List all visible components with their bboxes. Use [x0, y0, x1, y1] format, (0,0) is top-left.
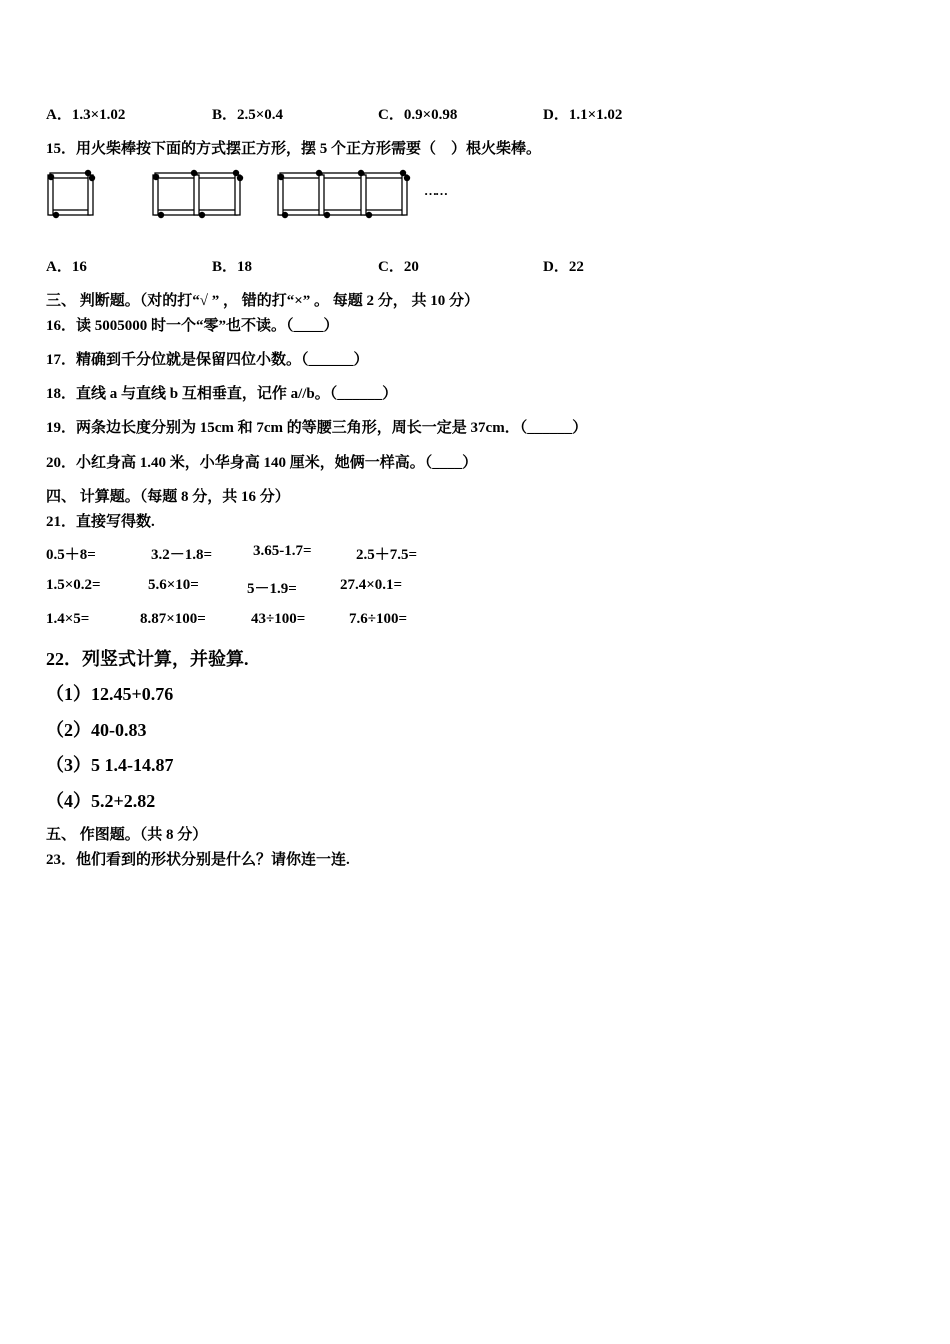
matchstick-three-squares	[278, 173, 407, 215]
q14-option-a: A．1.3×1.02	[46, 107, 126, 123]
q22-item-4: （4）5.2+2.82	[46, 791, 156, 811]
q21-item: 7.6÷100=	[349, 611, 408, 627]
q21-item: 3.2－1.8=	[151, 547, 213, 563]
q15-option-d: D．22	[543, 259, 584, 275]
q19: 19．两条边长度分别为 15cm 和 7cm 的等腰三角形，周长一定是 37cm．（______）	[46, 420, 588, 436]
q22-item-3: （3）5 1.4-14.87	[46, 755, 174, 775]
q21-item: 3.65-1.7=	[253, 543, 312, 559]
matchstick-squares-figure	[40, 163, 470, 225]
q15-option-a: A．16	[46, 259, 87, 275]
q21-item: 2.5＋7.5=	[356, 547, 418, 563]
q14-option-c: C．0.9×0.98	[378, 107, 458, 123]
figure-ellipsis: ……	[424, 183, 446, 198]
q18: 18．直线 a 与直线 b 互相垂直，记作 a//b。（______）	[46, 386, 398, 402]
q21-item: 5－1.9=	[247, 581, 297, 597]
matchstick-two-squares	[153, 173, 240, 215]
q15-stem: 15．用火柴棒按下面的方式摆正方形，摆 5 个正方形需要（ ）根火柴棒。	[46, 141, 542, 157]
q22-item-1: （1）12.45+0.76	[46, 684, 174, 704]
section-5-title: 五、 作图题。（共 8 分）	[46, 827, 208, 843]
q22-stem: 22．列竖式计算，并验算.	[46, 649, 249, 669]
q21-item: 5.6×10=	[148, 577, 199, 593]
section-3-title: 三、 判断题。（对的打“√ ” ， 错的打“×” 。 每题 2 分， 共 10 分）	[46, 293, 480, 309]
section-4-title: 四、 计算题。（每题 8 分，共 16 分）	[46, 489, 290, 505]
matchstick-one-square	[48, 173, 93, 215]
q15-option-c: C．20	[378, 259, 419, 275]
q21-stem: 21．直接写得数.	[46, 514, 155, 530]
q20: 20．小红身高 1.40 米，小华身高 140 厘米，她俩一样高。（____）	[46, 455, 478, 471]
q22-item-2: （2）40-0.83	[46, 720, 147, 740]
q21-item: 43÷100=	[251, 611, 306, 627]
q17: 17．精确到千分位就是保留四位小数。（______）	[46, 352, 369, 368]
q21-item: 8.87×100=	[140, 611, 206, 627]
q21-item: 1.5×0.2=	[46, 577, 101, 593]
q14-option-d: D．1.1×1.02	[543, 107, 623, 123]
q23: 23．他们看到的形状分别是什么？请你连一连.	[46, 852, 350, 868]
q15-option-b: B．18	[212, 259, 253, 275]
q21-item: 1.4×5=	[46, 611, 90, 627]
q14-option-b: B．2.5×0.4	[212, 107, 284, 123]
q21-item: 27.4×0.1=	[340, 577, 403, 593]
q16: 16．读 5005000 时一个“零”也不读。（____）	[46, 318, 339, 334]
q21-item: 0.5＋8=	[46, 547, 96, 563]
